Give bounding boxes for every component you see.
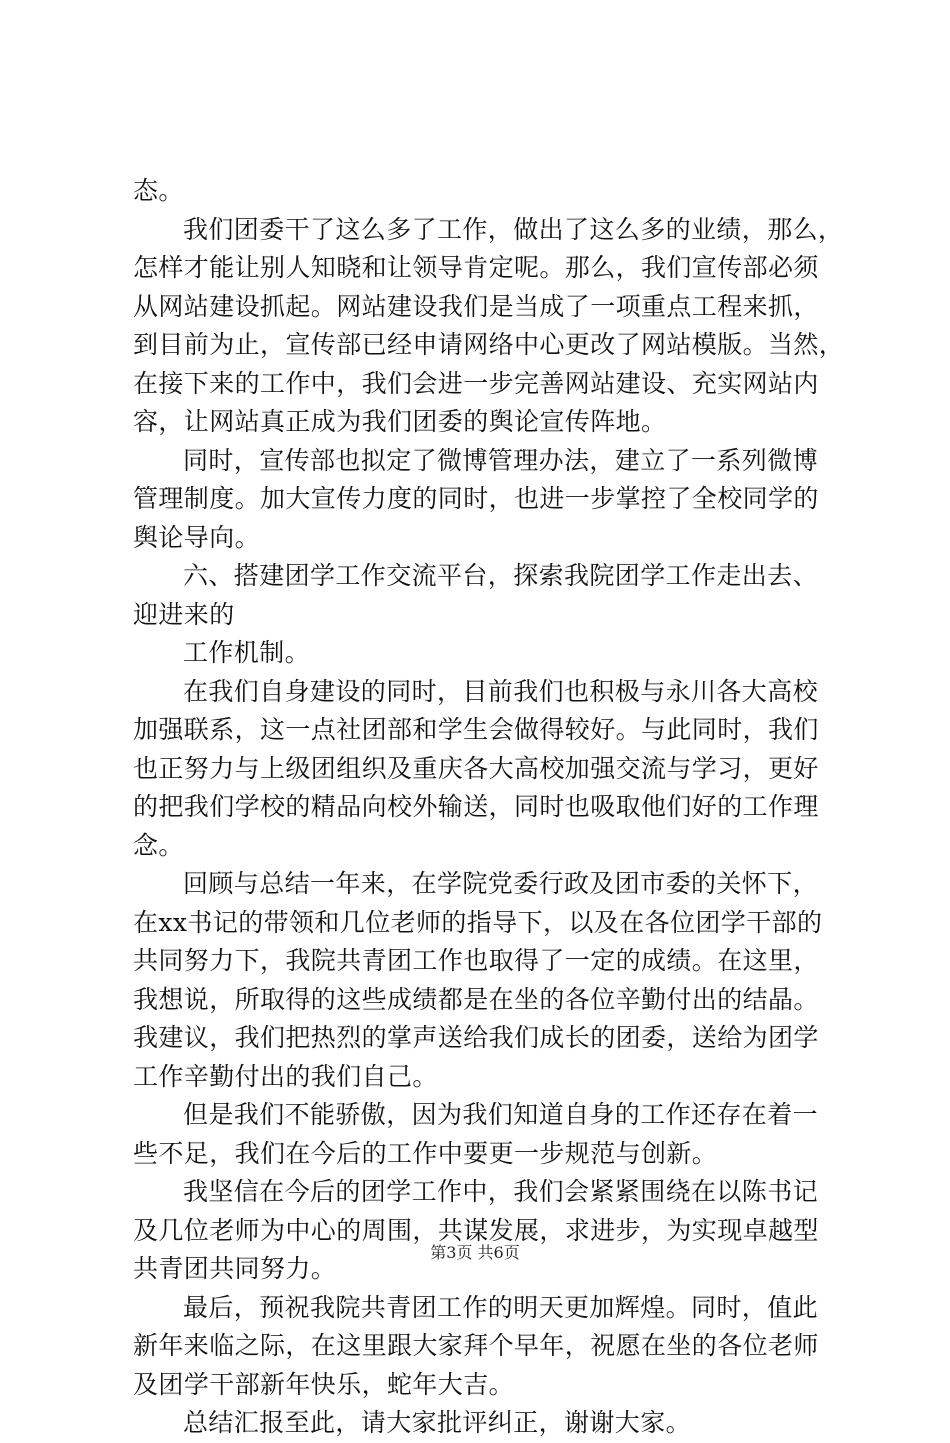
text-line: 加强联系，这一点社团部和学生会做得较好。与此同时，我们	[133, 715, 819, 744]
text-line: 共青团共同努力。	[133, 1254, 337, 1283]
text-line: 在xx书记的带领和几位老师的指导下，以及在各位团学干部的	[133, 907, 823, 937]
text-line: 我想说，所取得的这些成绩都是在坐的各位辛勤付出的结晶。	[133, 984, 819, 1014]
text-line: 在我们自身建设的同时，目前我们也积极与永川各大高校	[183, 676, 819, 706]
text-line: 我坚信在今后的团学工作中，我们会紧紧围绕在以陈书记	[183, 1177, 819, 1206]
page-footer: 第3页 共6页	[430, 1243, 520, 1262]
text-line: 些不足，我们在今后的工作中要更一步规范与创新。	[133, 1138, 718, 1168]
text-line: 念。	[133, 830, 184, 860]
text-line: 容，让网站真正成为我们团委的舆论宣传阵地。	[133, 407, 667, 436]
text-line: 新年来临之际，在这里跟大家拜个早年，祝愿在坐的各位老师	[133, 1331, 819, 1360]
text-line: 态。	[133, 176, 184, 205]
text-line: 六、搭建团学工作交流平台，探索我院团学工作走出去、	[183, 561, 819, 590]
text-line: 舆论导向。	[133, 522, 261, 552]
text-line: 从网站建设抓起。网站建设我们是当成了一项重点工程来抓，	[133, 291, 819, 321]
text-line: 怎样才能让别人知晓和让领导肯定呢。那么，我们宣传部必须	[133, 253, 819, 282]
text-line: 共同努力下，我院共青团工作也取得了一定的成绩。在这里，	[133, 946, 819, 975]
text-line: 但是我们不能骄傲，因为我们知道自身的工作还存在着一	[183, 1100, 819, 1129]
text-line: 及团学干部新年快乐，蛇年大吉。	[133, 1369, 515, 1399]
text-line: 回顾与总结一年来，在学院党委行政及团市委的关怀下，	[183, 869, 819, 898]
text-line: 总结汇报至此，请大家批评纠正，谢谢大家。	[183, 1408, 692, 1437]
text-line: 到目前为止，宣传部已经申请网络中心更改了网站模版。当然，	[133, 330, 845, 359]
text-line: 的把我们学校的精品向校外输送，同时也吸取他们好的工作理	[133, 792, 819, 821]
text-line: 同时，宣传部也拟定了微博管理办法，建立了一系列微博	[183, 445, 819, 475]
text-line: 管理制度。加大宣传力度的同时，也进一步掌控了全校同学的	[133, 484, 819, 513]
text-line: 及几位老师为中心的周围，共谋发展，求进步，为实现卓越型	[133, 1215, 819, 1245]
text-line: 迎进来的	[133, 599, 235, 629]
text-line: 工作辛勤付出的我们自己。	[133, 1061, 438, 1091]
text-line: 我建议，我们把热烈的掌声送给我们成长的团委，送给为团学	[133, 1023, 819, 1052]
text-line: 我们团委干了这么多了工作，做出了这么多的业绩，那么，	[183, 214, 844, 244]
text-line: 工作机制。	[183, 638, 311, 667]
text-line: 最后，预祝我院共青团工作的明天更加辉煌。同时，值此	[183, 1292, 819, 1322]
text-line: 也正努力与上级团组织及重庆各大高校加强交流与学习，更好	[133, 753, 819, 783]
text-line: 在接下来的工作中，我们会进一步完善网站建设、充实网站内	[133, 368, 819, 398]
